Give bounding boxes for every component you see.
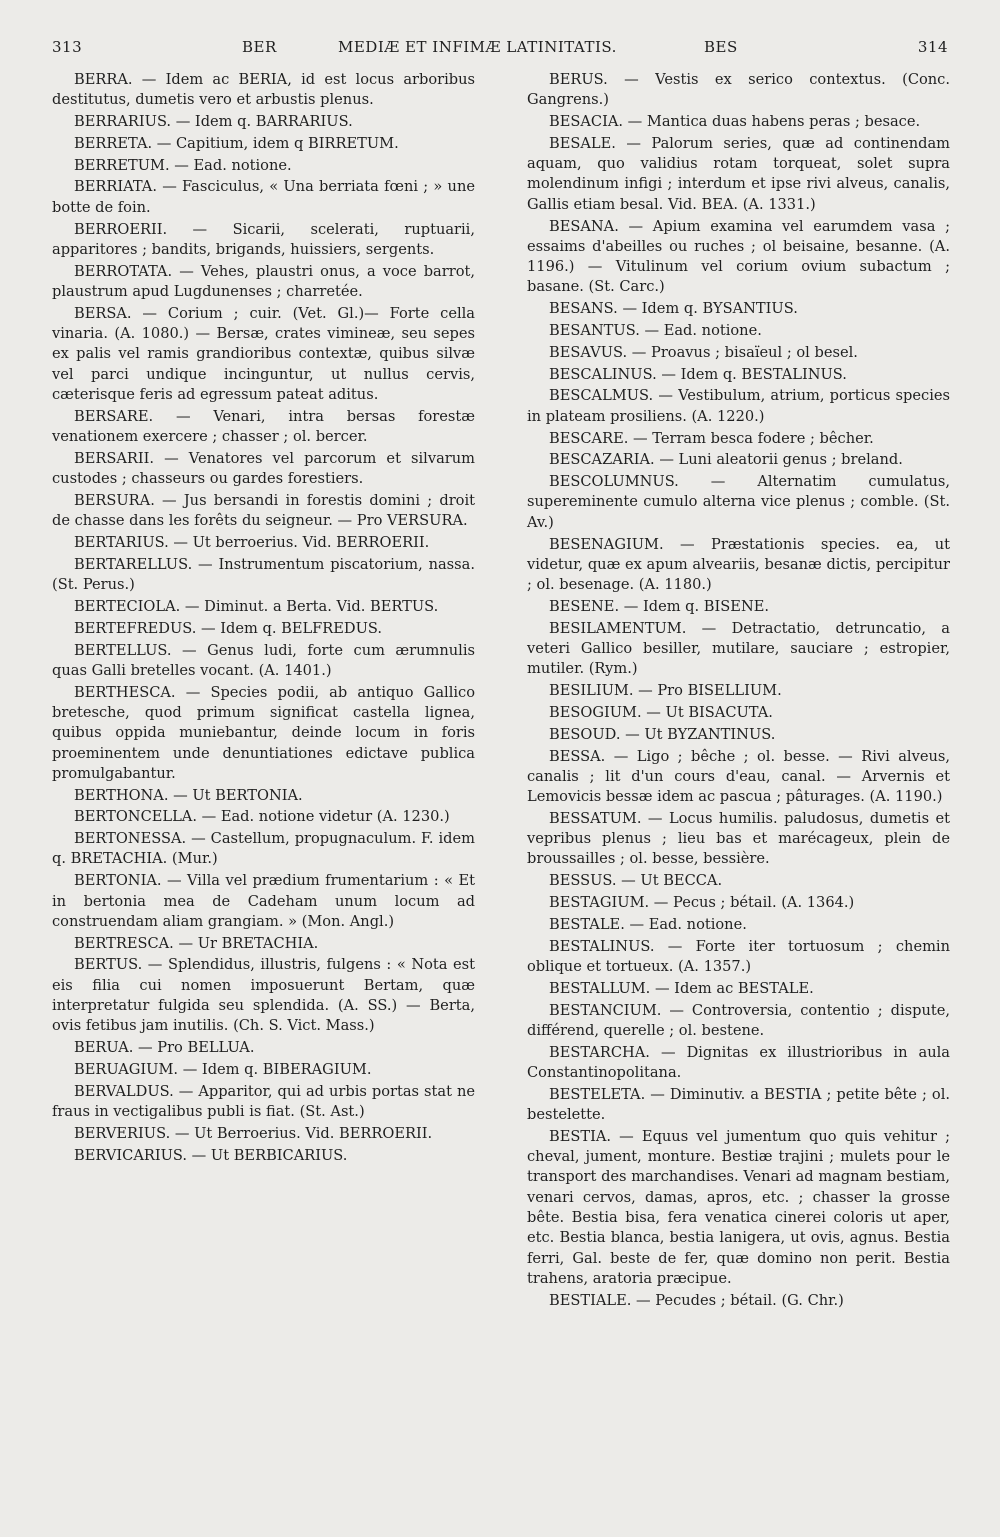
dictionary-entry: BERVICARIUS. — Ut BERBICARIUS. — [74, 1146, 348, 1164]
dictionary-entry: BERTONIA. — Villa vel prædium frumentarium : « Et in bertonia mea de Cadeham unum locum ad construendam aliam grangiam. » (Mon. Angl.) — [52, 872, 475, 930]
dictionary-entry: BESTALE. — Ead. notione. — [549, 915, 747, 933]
page-number-left: 313 — [52, 38, 83, 56]
dictionary-entry: BERTUS. — Splendidus, illustris, fulgens : « Nota est eis filia cui nomen imposuerunt Bertam, quæ interpretatur fulgida seu splendida. (A. SS.) — Berta, ovis fetibus jam inutilis. (Ch. S. Vict. Mass.) — [52, 956, 475, 1035]
dictionary-entry: BESCALMUS. — Vestibulum, atrium, porticus species in plateam prosiliens. (A. 1220.) — [527, 387, 950, 425]
dictionary-entry: BESOUD. — Ut BYZANTINUS. — [549, 725, 776, 743]
dictionary-entry: BESILAMENTUM. — Detractatio, detruncatio, a veteri Gallico besiller, mutilare, sauciare ; estropier, mutiler. (Rym.) — [527, 619, 950, 678]
dictionary-entry: BESANTUS. — Ead. notione. — [549, 322, 762, 340]
dictionary-entry: BERTARIUS. — Ut berroerius. Vid. BERROERII. — [74, 534, 430, 552]
dictionary-entry: BERRIATA. — Fasciculus, « Una berriata fœni ; » une botte de foin. — [52, 178, 475, 216]
right-column — [527, 70, 950, 1313]
dictionary-entry: BERTECIOLA. — Diminut. a Berta. Vid. BERTUS. — [74, 597, 439, 615]
dictionary-entry: BESAVUS. — Proavus ; bisaïeul ; ol besel. — [549, 343, 858, 361]
header-title: MEDIÆ ET INFIMÆ LATINITATIS. — [338, 38, 617, 56]
dictionary-entry: BESSA. — Ligo ; bêche ; ol. besse. — Rivi alveus, canalis ; lit d'un cours d'eau, canal. — Arvernis et Lemovicis bessæ idem ac pascua ; pâturages. (A. 1190.) — [527, 747, 950, 806]
dictionary-entry: BERRETA. — Capitium, idem q BIRRETUM. — [74, 134, 399, 152]
dictionary-entry: BESCOLUMNUS. — Alternatim cumulatus, supereminente cumulo alterna vice plenus ; comble. (St. Av.) — [527, 473, 950, 531]
dictionary-entry: BESTARCHA. — Dignitas ex illustrioribus in aula Constantinopolitana. — [527, 1043, 950, 1081]
page-number-right: 314 — [917, 38, 948, 56]
dictionary-entry: BESTALLUM. — Idem ac BESTALE. — [549, 979, 814, 997]
left-column — [52, 70, 475, 1167]
dictionary-entry: BERTELLUS. — Genus ludi, forte cum ærumnulis quas Galli bretelles vocant. (A. 1401.) — [52, 641, 475, 679]
running-header — [52, 38, 948, 64]
dictionary-entry: BERUS. — Vestis ex serico contextus. (Conc. Gangrens.) — [527, 71, 950, 109]
guide-word-left: BER — [242, 38, 277, 56]
dictionary-entry: BERROTATA. — Vehes, plaustri onus, a voce barrot, plaustrum apud Lugdunenses ; charretée. — [52, 262, 475, 300]
dictionary-entry: BERTONCELLA. — Ead. notione videtur (A. 1230.) — [74, 808, 450, 826]
dictionary-entry: BERRETUM. — Ead. notione. — [74, 156, 292, 174]
dictionary-entry: BERSURA. — Jus bersandi in forestis domini ; droit de chasse dans les forêts du seigneur. — Pro VERSURA. — [52, 491, 475, 530]
dictionary-entry: BESCAZARIA. — Luni aleatorii genus ; breland. — [549, 451, 903, 469]
dictionary-entry: BESCALINUS. — Idem q. BESTALINUS. — [549, 365, 847, 383]
dictionary-entry: BERTRESCA. — Ur BRETACHIA. — [74, 934, 319, 952]
dictionary-entry: BESACIA. — Mantica duas habens peras ; besace. — [549, 113, 921, 131]
dictionary-entry: BESTIA. — Equus vel jumentum quo quis vehitur ; cheval, jument, monture. Bestiæ trajini ; mulets pour le transport des marchandises. Venari ad magnam bestiam, venari cervos, damas, apros, etc. ; chasser la grosse bête. Bestia bisa, fera venatica cinerei coloris ut aper, etc. Bestia blanca, bestia lanigera, ut ovis, agnus. Bestia ferri, Gal. beste de fer, quæ domino non perit. Bestia trahens, aratoria præcipue. — [527, 1127, 950, 1287]
dictionary-entry: BERUA. — Pro BELLUA. — [74, 1039, 255, 1057]
dictionary-entry: BESSATUM. — Locus humilis. paludosus, dumetis et vepribus plenus ; lieu bas et marécageux, plein de broussailles ; ol. besse, bessière. — [527, 809, 950, 868]
dictionary-entry: BESENAGIUM. — Præstationis species. ea, ut videtur, quæ ex apum alveariis, besanæ dictis, percipitur ; ol. besenage. (A. 1180.) — [527, 535, 950, 594]
dictionary-entry: BERSARII. — Venatores vel parcorum et silvarum custodes ; chasseurs ou gardes forestiers. — [52, 449, 475, 488]
dictionary-entry: BESTANCIUM. — Controversia, contentio ; dispute, différend, querelle ; ol. bestene. — [527, 1001, 950, 1039]
dictionary-entry: BERVALDUS. — Apparitor, qui ad urbis portas stat ne fraus in vectigalibus publi is fiat. (St. Ast.) — [52, 1082, 475, 1121]
dictionary-entry: BESOGIUM. — Ut BISACUTA. — [549, 703, 773, 721]
dictionary-entry: BESTALINUS. — Forte iter tortuosum ; chemin oblique et tortueux. (A. 1357.) — [527, 937, 950, 975]
guide-word-right: BES — [704, 38, 738, 56]
dictionary-entry: BERROERII. — Sicarii, scelerati, ruptuarii, apparitores ; bandits, brigands, huissiers, sergents. — [52, 220, 475, 258]
dictionary-entry: BERRARIUS. — Idem q. BARRARIUS. — [74, 113, 353, 131]
dictionary-entry: BESTIALE. — Pecudes ; bétail. (G. Chr.) — [549, 1291, 844, 1309]
dictionary-entry: BESILIUM. — Pro BISELLIUM. — [549, 682, 782, 700]
dictionary-entry: BESTAGIUM. — Pecus ; bétail. (A. 1364.) — [549, 894, 855, 912]
dictionary-entry: BESANS. — Idem q. BYSANTIUS. — [549, 300, 798, 318]
dictionary-entry: BESSUS. — Ut BECCA. — [549, 872, 723, 890]
dictionary-entry: BESANA. — Apium examina vel earumdem vasa ; essaims d'abeilles ou ruches ; ol beisaine, besanne. (A. 1196.) — Vitulinum vel corium ovium subactum ; basane. (St. Carc.) — [527, 217, 950, 296]
dictionary-entry: BERSA. — Corium ; cuir. (Vet. Gl.)— Forte cella vinaria. (A. 1080.) — Bersæ, crates vimineæ, seu sepes ex palis vel ramis grandioribus contextæ, quibus silvæ vel parci undique incinguntur, ut nullus cervis, cæterisque feris ad egressum pateat aditus. — [52, 304, 475, 403]
dictionary-entry: BERTHESCA. — Species podii, ab antiquo Gallico bretesche, quod primum significat castella lignea, quibus oppida muniebantur, deinde locum in foris proeminentem unde denuntiationes edictave publica promulgabantur. — [52, 683, 475, 782]
dictionary-entry: BERTHONA. — Ut BERTONIA. — [74, 786, 303, 804]
dictionary-entry: BESALE. — Palorum series, quæ ad continendam aquam, quo validius rotam torqueat, solet supra molendinum infigi ; interdum et ipse rivi alveus, canalis, Gallis etiam besal. Vid. BEA. (A. 1331.) — [527, 134, 950, 213]
dictionary-entry: BERVERIUS. — Ut Berroerius. Vid. BERROERII. — [74, 1124, 433, 1142]
dictionary-entry: BERTONESSA. — Castellum, propugnaculum. F. idem q. BRETACHIA. (Mur.) — [52, 830, 475, 868]
dictionary-entry: BESENE. — Idem q. BISENE. — [549, 597, 770, 615]
dictionary-entry: BERUAGIUM. — Idem q. BIBERAGIUM. — [74, 1060, 372, 1078]
dictionary-entry: BESTELETA. — Diminutiv. a BESTIA ; petite bête ; ol. bestelette. — [527, 1085, 950, 1124]
dictionary-entry: BERTEFREDUS. — Idem q. BELFREDUS. — [74, 619, 383, 637]
dictionary-entry: BERRA. — Idem ac BERIA, id est locus arboribus destitutus, dumetis vero et arbustis plenus. — [52, 71, 475, 109]
dictionary-entry: BERSARE. — Venari, intra bersas forestæ venationem exercere ; chasser ; ol. bercer. — [52, 407, 475, 446]
dictionary-entry: BERTARELLUS. — Instrumentum piscatorium, nassa. (St. Perus.) — [52, 555, 475, 594]
dictionary-entry: BESCARE. — Terram besca fodere ; bêcher. — [549, 429, 874, 447]
